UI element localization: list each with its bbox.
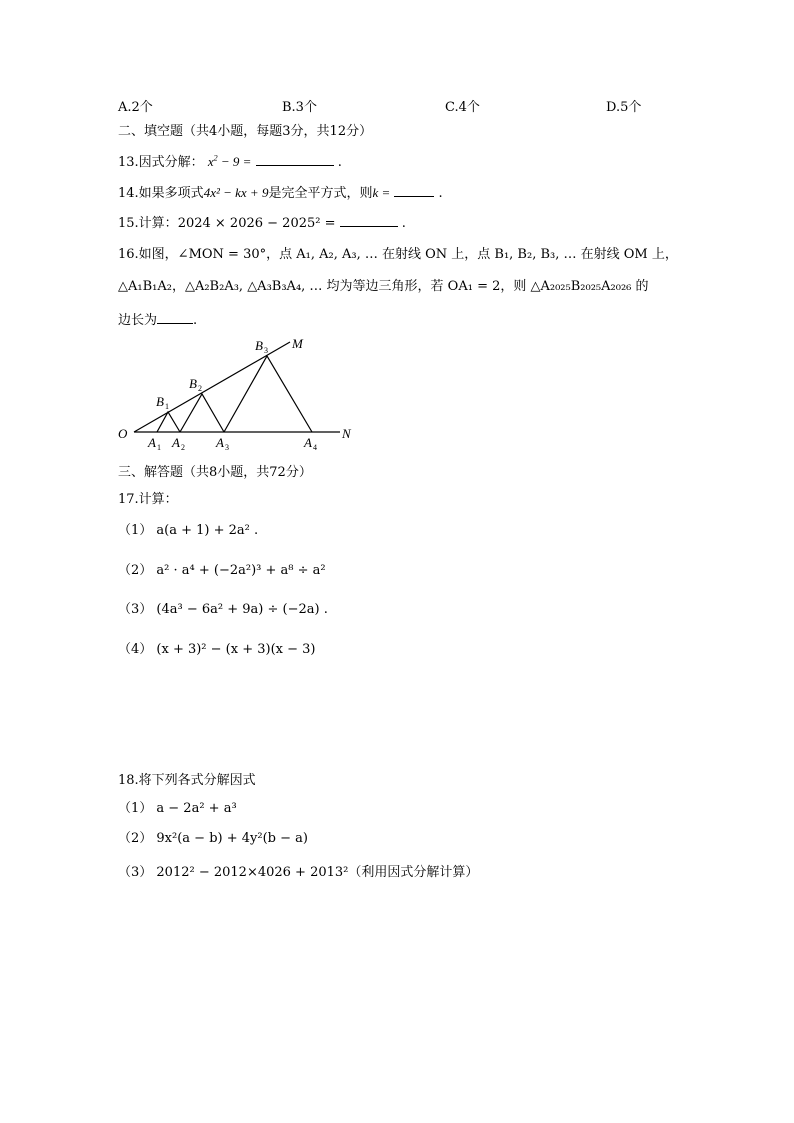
- triangle-figure: [112, 330, 362, 455]
- label-n: N: [342, 426, 351, 441]
- question-16-line-1: 16.如图，∠MON = 30°，点 A₁, A₂, A₃, … 在射线 ON 上，点 B₁, B₂, B₃, … 在射线 OM 上，: [118, 247, 678, 262]
- label-a1-sub: 1: [157, 443, 161, 452]
- label-b3-sub: 3: [264, 346, 268, 355]
- question-14: [118, 184, 443, 203]
- question-17-title: 17.计算：: [118, 492, 178, 507]
- question-16-line-3: [118, 311, 197, 330]
- q13-expr: $x^2$: [207, 153, 218, 169]
- label-a1: A: [148, 435, 156, 450]
- question-18-title: 18.将下列各式分解因式: [118, 773, 256, 788]
- option-d: D.5个: [606, 100, 642, 115]
- q14-expr: 4x² − kx + 9: [203, 185, 269, 200]
- section-2-heading: 二、填空题（共4小题，每题3分，共12分）: [118, 124, 373, 139]
- label-o: O: [118, 426, 128, 441]
- q14-var: k =: [372, 185, 391, 200]
- label-a2-sub: 2: [181, 443, 185, 452]
- question-17-item-3: （3） (4a³ − 6a² + 9a) ÷ (−2a) .: [118, 602, 328, 617]
- label-b3: B: [255, 338, 263, 353]
- option-c: C.4个: [445, 100, 480, 115]
- triangle-1: [157, 412, 180, 432]
- section-3-heading: 三、解答题（共8小题，共72分）: [118, 465, 312, 480]
- q15-suffix: .: [401, 216, 406, 231]
- label-a4-sub: 4: [313, 443, 317, 452]
- label-a2: A: [172, 435, 180, 450]
- q15-prefix: 15.计算：: [118, 216, 178, 231]
- label-m: M: [292, 336, 303, 351]
- option-a: A.2个: [118, 100, 153, 115]
- q14-suffix: .: [438, 186, 443, 201]
- question-18-item-2: （2） 9x²(a − b) + 4y²(b − a): [118, 831, 308, 846]
- q14-mid: 是完全平方式，则: [268, 186, 373, 201]
- q15-blank: [340, 214, 398, 227]
- label-b1-sub: 1: [165, 402, 169, 411]
- question-18-item-3: （3） 2012² − 2012×4026 + 2013²（利用因式分解计算）: [118, 865, 479, 880]
- q13-expr-tail: − 9 =: [217, 154, 252, 169]
- q16-line3-suffix: .: [193, 313, 198, 328]
- question-17-item-4: （4） (x + 3)² − (x + 3)(x − 3): [118, 642, 316, 657]
- question-15: [118, 214, 406, 233]
- label-b2-sub: 2: [198, 384, 202, 393]
- label-b1: B: [156, 394, 164, 409]
- label-a4: A: [304, 435, 312, 450]
- question-13: [118, 153, 342, 172]
- q16-blank: [157, 311, 193, 324]
- q13-blank: [256, 153, 334, 166]
- option-b: B.3个: [282, 100, 317, 115]
- q14-prefix: 14.如果多项式: [118, 186, 204, 201]
- q14-blank: [394, 184, 434, 197]
- question-16-line-2: △A₁B₁A₂，△A₂B₂A₃, △A₃B₃A₄, … 均为等边三角形，若 OA₁ = 2，则 △A₂₀₂₅B₂₀₂₅A₂₀₂₆ 的: [118, 279, 649, 294]
- label-a3: A: [216, 435, 224, 450]
- question-17-item-1: （1） a(a + 1) + 2a² .: [118, 523, 259, 538]
- label-a3-sub: 3: [225, 443, 229, 452]
- triangle-2: [180, 394, 224, 432]
- label-b2: B: [189, 376, 197, 391]
- triangle-3: [224, 356, 312, 432]
- q15-expr: 2024 × 2026 − 2025² =: [177, 216, 336, 231]
- question-18-item-1: （1） a − 2a² + a³: [118, 801, 237, 816]
- q13-suffix: .: [337, 155, 342, 170]
- question-17-item-2: （2） a² · a⁴ + (−2a²)³ + a⁸ ÷ a²: [118, 563, 326, 578]
- q13-prefix: 13.因式分解：: [118, 155, 204, 170]
- q16-line3-prefix: 边长为: [118, 313, 158, 328]
